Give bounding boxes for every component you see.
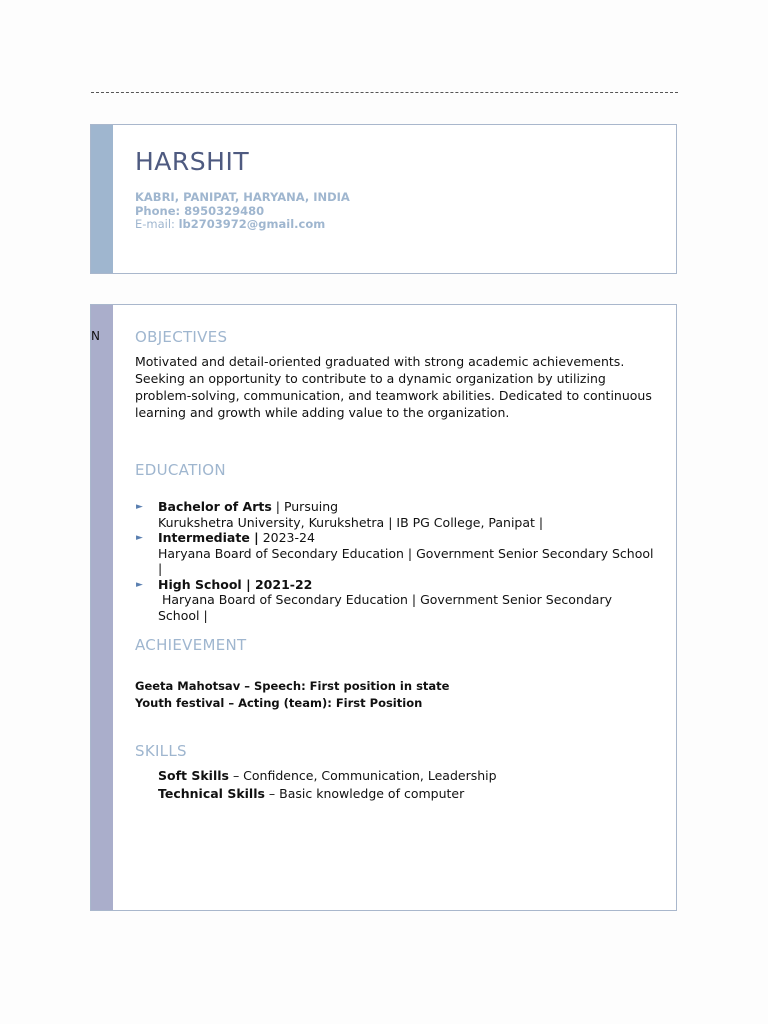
education-detail: Haryana Board of Secondary Education | Government Senior Secondary School | bbox=[158, 545, 654, 576]
triangle-bullet-icon: ► bbox=[136, 533, 143, 543]
education-title: Intermediate | bbox=[158, 530, 259, 545]
achievement-item: Youth festival – Acting (team): First Position bbox=[135, 696, 423, 710]
contact-block bbox=[135, 191, 350, 232]
education-item bbox=[135, 499, 655, 530]
education-detail: Kurukshetra University, Kurukshetra | IB PG College, Panipat | bbox=[158, 514, 544, 530]
skill-label: Soft Skills bbox=[158, 768, 229, 783]
header-accent-bar bbox=[91, 125, 113, 273]
education-detail: Haryana Board of Secondary Education | Government Senior Secondary School | bbox=[158, 592, 616, 623]
education-list bbox=[135, 499, 655, 623]
triangle-bullet-icon: ► bbox=[136, 579, 143, 590]
education-item bbox=[135, 577, 655, 624]
skills-list bbox=[158, 767, 497, 803]
triangle-bullet-icon: ► bbox=[136, 502, 143, 512]
skill-label: Technical Skills bbox=[158, 786, 265, 801]
skill-value: – Confidence, Communication, Leadership bbox=[228, 768, 497, 783]
email-label: E-mail: bbox=[135, 217, 179, 231]
education-item bbox=[135, 530, 655, 577]
main-card bbox=[90, 304, 677, 911]
education-title: Bachelor of Arts bbox=[158, 499, 272, 514]
achievement-item: Geeta Mahotsav – Speech: First position in state bbox=[135, 679, 450, 693]
stray-letter: N bbox=[91, 329, 100, 343]
skills-heading: SKILLS bbox=[135, 742, 187, 760]
achievement-list bbox=[135, 678, 449, 712]
skill-value: – Basic knowledge of computer bbox=[264, 786, 465, 801]
top-dashed-divider bbox=[91, 92, 678, 93]
skill-item bbox=[158, 785, 497, 803]
objectives-text: Motivated and detail-oriented graduated with strong academic achievements. Seeking an opportunity to contribute to a dynamic organization by utilizing problem-solving, communication, and teamwork abilities. Dedicated to continuous learning and growth while adding value to the organization. bbox=[135, 354, 652, 420]
achievement-heading: ACHIEVEMENT bbox=[135, 636, 247, 654]
phone: Phone: 8950329480 bbox=[135, 203, 265, 218]
main-accent-bar bbox=[91, 305, 113, 910]
header-card bbox=[90, 124, 677, 274]
education-title: High School | 2021-22 bbox=[158, 576, 313, 592]
candidate-name: HARSHIT bbox=[135, 147, 250, 176]
skill-item bbox=[158, 767, 497, 785]
email-line bbox=[135, 218, 350, 232]
address: KABRI, PANIPAT, HARYANA, INDIA bbox=[135, 190, 350, 204]
email-address[interactable]: lb2703972@gmail.com bbox=[178, 217, 326, 231]
education-meta: | Pursuing bbox=[271, 499, 339, 514]
objectives-heading: OBJECTIVES bbox=[135, 328, 228, 346]
education-meta: 2023-24 bbox=[258, 530, 315, 545]
education-heading: EDUCATION bbox=[135, 461, 226, 479]
